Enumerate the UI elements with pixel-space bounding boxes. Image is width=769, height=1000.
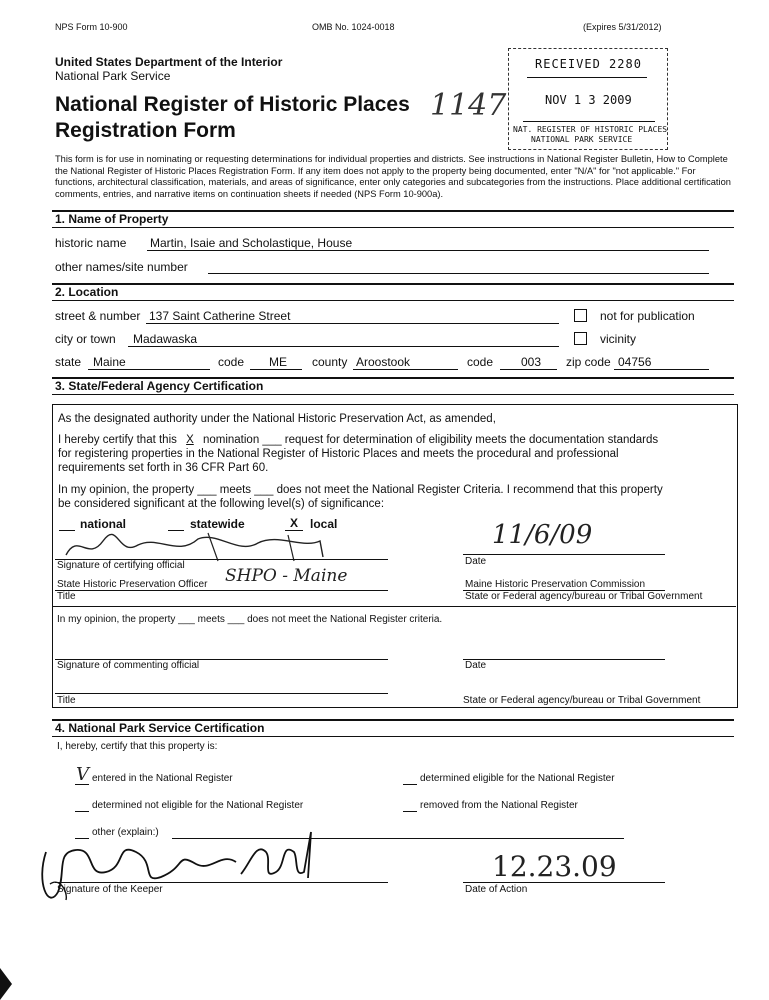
city-value[interactable]: Madawaska <box>133 332 198 346</box>
opinion-line1: In my opinion, the property ___ meets ___ does not meet the National Register Criteria. I recommend that this property <box>58 484 663 496</box>
certifying-date-value[interactable]: 11/6/09 <box>492 520 593 550</box>
certify-pre: I hereby certify that this <box>58 434 177 446</box>
not-for-publication-label: not for publication <box>600 309 695 323</box>
zip-label: zip code <box>566 355 611 369</box>
action-date-value[interactable]: 12.23.09 <box>492 850 617 883</box>
certify-line3: requirements set forth in 36 CFR Part 60. <box>58 462 269 474</box>
keeper-signature <box>36 822 326 917</box>
level-national[interactable]: national <box>80 517 127 531</box>
certifying-title-label: Title <box>57 591 76 602</box>
certifying-date-label: Date <box>465 556 487 567</box>
section4-heading: 4. National Park Service Certification <box>55 721 265 735</box>
state-value[interactable]: Maine <box>93 355 126 369</box>
received-stamp <box>508 48 668 150</box>
stamp-line2: NATIONAL PARK SERVICE <box>531 135 633 144</box>
form-title: National Register of Historic Places <box>55 93 410 116</box>
section2-heading: 2. Location <box>55 285 119 299</box>
keeper-signature-label: Signature of the Keeper <box>57 884 163 895</box>
vicinity-label: vicinity <box>600 332 637 346</box>
stamp-received: RECEIVED 2280 <box>535 57 642 71</box>
comment-title-label: Title <box>57 695 76 706</box>
certifying-title-value[interactable]: State Historic Preservation Officer <box>57 579 208 590</box>
comment-date-label: Date <box>465 660 487 671</box>
level-local[interactable]: local <box>310 517 338 531</box>
option-removed[interactable]: removed from the National Register <box>420 800 578 811</box>
other-names-label: other names/site number <box>55 260 188 274</box>
county-label: county <box>312 355 348 369</box>
service-name: National Park Service <box>55 69 171 83</box>
omb-number: OMB No. 1024-0018 <box>312 22 395 32</box>
option-not-eligible[interactable]: determined not eligible for the National Register <box>92 800 304 811</box>
expiration-date: (Expires 5/31/2012) <box>583 22 662 32</box>
scan-edge-mark <box>0 968 12 1000</box>
option-determined-eligible[interactable]: determined eligible for the National Register <box>420 773 615 784</box>
stamp-date: NOV 1 3 2009 <box>545 93 632 107</box>
certifying-agency-label: State or Federal agency/bureau or Tribal Government <box>465 591 703 602</box>
street-value[interactable]: 137 Saint Catherine Street <box>149 309 291 323</box>
certify-line2: for registering properties in the National Register of Historic Places and meets the procedural and professional <box>58 448 619 460</box>
certify-post: nomination ___ request for determination of eligibility meets the documentation standards <box>202 434 659 446</box>
state-code-value[interactable]: ME <box>269 355 287 369</box>
section1-heading: 1. Name of Property <box>55 212 169 226</box>
certifying-signature-label: Signature of certifying official <box>57 560 185 571</box>
stamp-line1: NAT. REGISTER OF HISTORIC PLACES <box>513 125 668 134</box>
option-entered[interactable]: entered in the National Register <box>92 773 233 784</box>
opinion-line2: be considered significant at the following level(s) of significance: <box>58 498 385 510</box>
action-date-label: Date of Action <box>465 884 528 895</box>
form-subtitle: Registration Form <box>55 119 236 142</box>
not-for-publication-checkbox[interactable] <box>574 309 587 322</box>
zip-value[interactable]: 04756 <box>618 355 652 369</box>
form-instructions: This form is for use in nominating or requesting determinations for individual properties and districts. See instructions in National Register Bulletin, How to Complete the National Register of Historic Places Registration Form. If any item does not apply to the property being documented, enter "N/A" for "not applicable." For functions, architectural classification, materials, and areas of significance, enter only categories and subcategories from the instructions. Place additional certification comments, entries, and narrative items on continuation sheets if needed (NPS Form 10-900a). <box>55 154 731 199</box>
vicinity-checkbox[interactable] <box>574 332 587 345</box>
entered-mark[interactable]: V <box>76 764 89 785</box>
state-label: state <box>55 355 82 369</box>
level-local-mark[interactable]: X <box>290 516 299 530</box>
certify-line1 <box>58 433 728 447</box>
county-code-label: code <box>467 355 494 369</box>
historic-name-value[interactable]: Martin, Isaie and Scholastique, House <box>150 236 353 250</box>
form-number: NPS Form 10-900 <box>55 22 128 32</box>
state-code-label: code <box>218 355 245 369</box>
certifying-title-handwritten: SHPO - Maine <box>225 566 348 586</box>
handwritten-reference-number: 1147 <box>430 88 507 123</box>
certifying-agency-value[interactable]: Maine Historic Preservation Commission <box>465 579 646 590</box>
option-other[interactable]: other (explain:) <box>92 827 159 838</box>
street-label: street & number <box>55 309 141 323</box>
level-statewide[interactable]: statewide <box>190 517 245 531</box>
authority-statement: As the designated authority under the National Historic Preservation Act, as amended, <box>58 413 496 425</box>
historic-name-label: historic name <box>55 236 127 250</box>
comment-opinion: In my opinion, the property ___ meets ___ does not meet the National Register criteria. <box>57 614 443 625</box>
section3-heading: 3. State/Federal Agency Certification <box>55 379 264 393</box>
comment-signature-label: Signature of commenting official <box>57 660 200 671</box>
nps-certify-intro: I, hereby, certify that this property is: <box>57 741 218 752</box>
city-label: city or town <box>55 332 116 346</box>
county-code-value[interactable]: 003 <box>521 355 542 369</box>
nomination-mark[interactable]: X <box>186 434 194 446</box>
comment-agency-label: State or Federal agency/bureau or Tribal Government <box>463 695 701 706</box>
county-value[interactable]: Aroostook <box>356 355 411 369</box>
department-name: United States Department of the Interior <box>55 55 283 69</box>
